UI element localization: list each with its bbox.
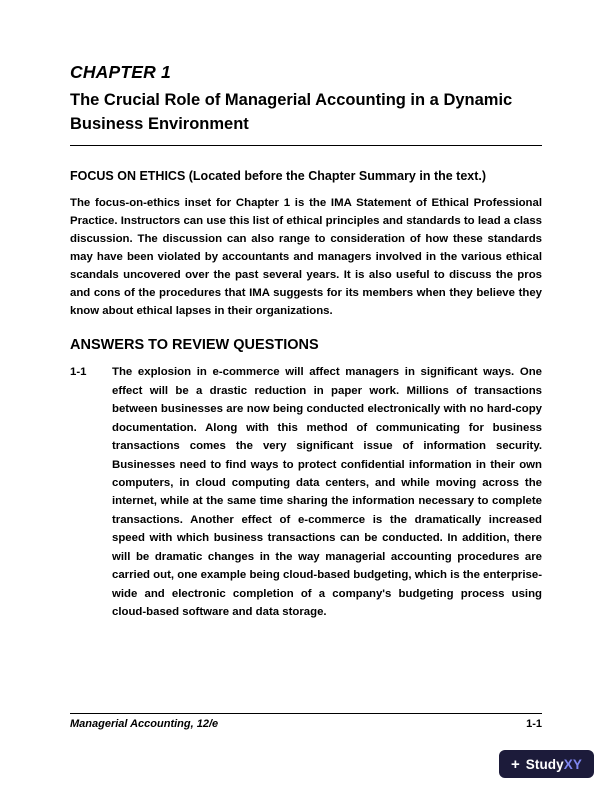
question-number: 1-1 bbox=[70, 366, 87, 379]
answers-to-review-questions-heading: ANSWERS TO REVIEW QUESTIONS bbox=[70, 337, 319, 354]
footer-divider bbox=[70, 713, 542, 714]
review-question-item bbox=[70, 363, 542, 622]
question-answer-text: The explosion in e-commerce will affect managers in significant ways. One effect will be a drastic reduction in paper work. Millions of transactions between businesses are now being conducted electronically with no hard-copy documentation. Along with this method of communicating for business transactions comes the very significant issue of information security. Businesses need to find ways to protect confidential information in their own computers, in cloud computing data centers, and while moving across the internet, while at the same time sharing the information necessary to complete transactions. Another effect of e-commerce is the dramatically increased speed with which business transactions can be conducted. In addition, there will be dramatic changes in the way managerial accounting procedures are carried out, one example being cloud-based budgeting, which is the enterprise-wide and electronic completion of a company's budgeting process using cloud-based software and data storage. bbox=[112, 366, 542, 619]
chapter-label: CHAPTER 1 bbox=[70, 62, 171, 82]
watermark-label-main: Study bbox=[525, 756, 564, 772]
studyxy-watermark bbox=[499, 750, 594, 778]
plus-icon: + bbox=[511, 755, 520, 773]
watermark-label bbox=[526, 757, 582, 772]
footer-page-number: 1-1 bbox=[526, 718, 542, 730]
chapter-header bbox=[70, 62, 542, 146]
title-divider bbox=[70, 145, 542, 146]
page-title: The Crucial Role of Managerial Accounting in a Dynamic Business Environment bbox=[70, 91, 513, 133]
page-footer bbox=[70, 713, 542, 730]
focus-on-ethics-heading: FOCUS ON ETHICS (Located before the Chapter Summary in the text.) bbox=[70, 168, 487, 183]
footer-book-title: Managerial Accounting, 12/e bbox=[70, 718, 219, 730]
focus-on-ethics-paragraph: The focus-on-ethics inset for Chapter 1 is the IMA Statement of Ethical Professional Practice. Instructors can use this list of ethical principles and standards to lead a class discussion. The discussion can also range to consideration of how these standards may have been violated by accountants and managers involved in the various ethical scandals uncovered over the past several years. It is also useful to discuss the pros and cons of the procedures that IMA suggests for its members when they believe they know about ethical lapses in their organizations. bbox=[70, 197, 542, 318]
watermark-label-accent: XY bbox=[563, 756, 582, 772]
